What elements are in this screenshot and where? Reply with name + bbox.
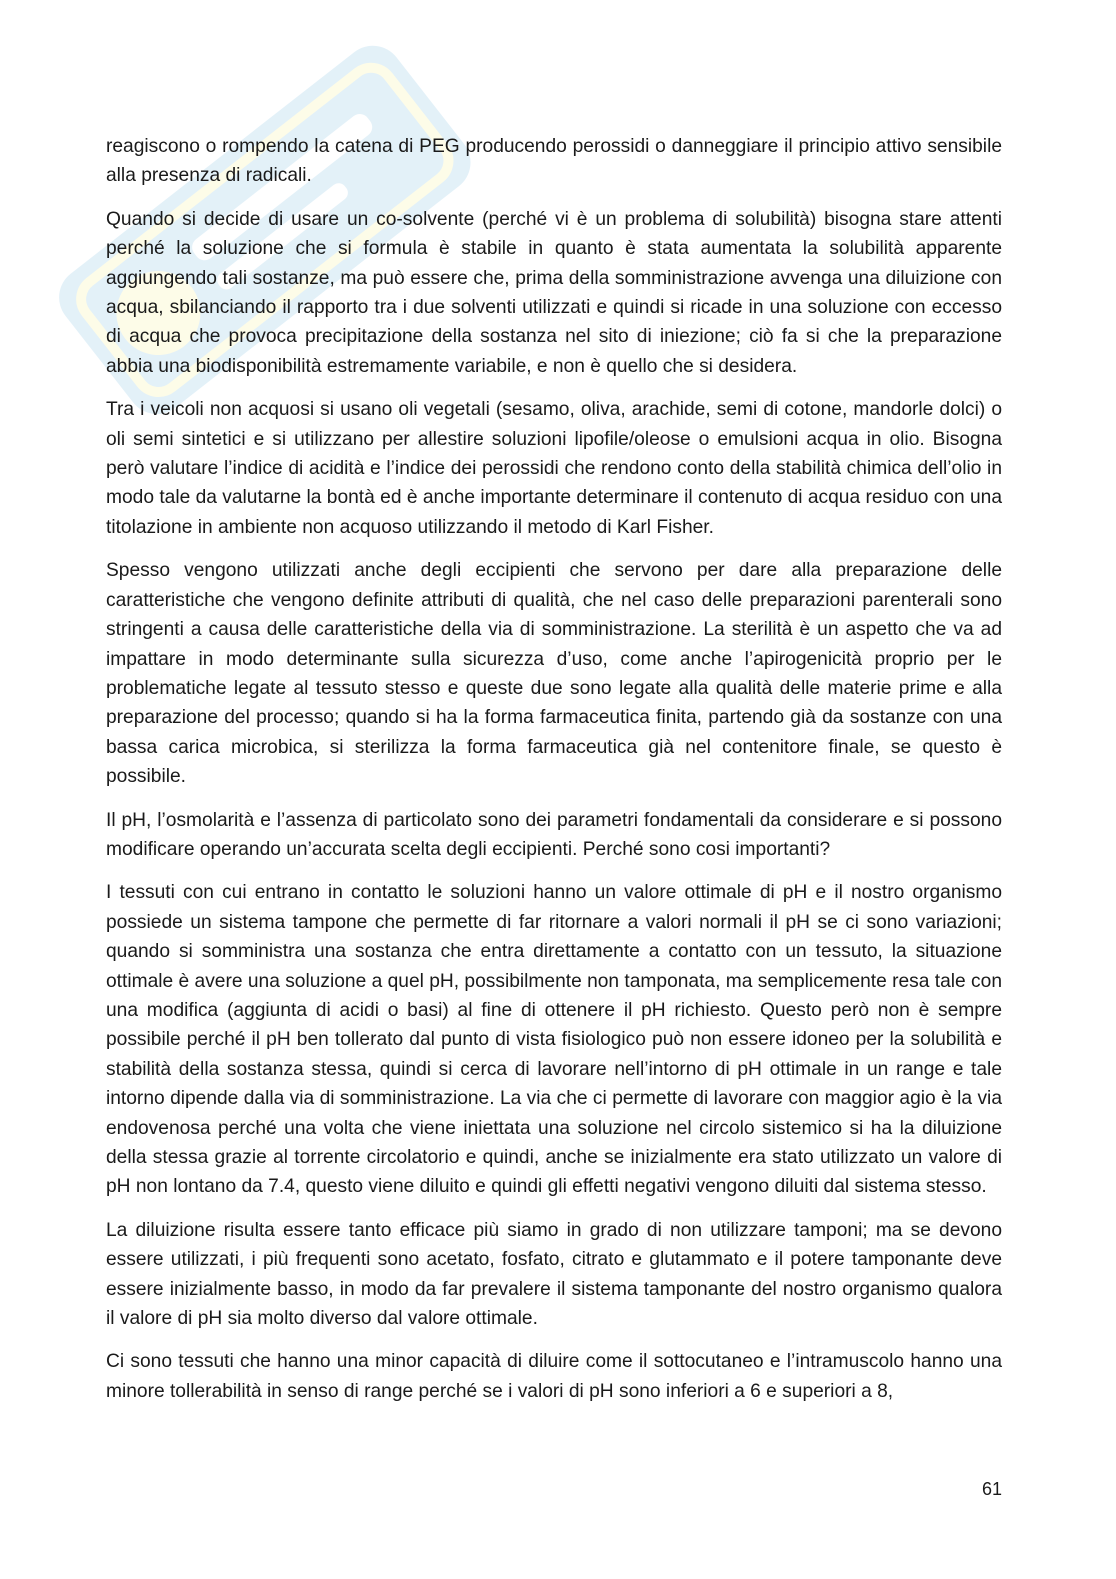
paragraph: Quando si decide di usare un co-solvente (perché vi è un problema di solubilità) bisogna stare attenti perché la soluzione che si formula è stabile in quanto è stata aumentata la solubilità apparente aggiungendo tali sostanze, ma può essere che, prima della somministrazione avvenga una diluizione con acqua, sbilanciando il rapporto tra i due solventi utilizzati e quindi si ricade in una soluzione con eccesso di acqua che provoca precipitazione della sostanza nel sito di iniezione; ciò fa si che la preparazione abbia una biodisponibilità estremamente variabile, e non è quello che si desidera.: [106, 208, 1002, 377]
paragraph: La diluizione risulta essere tanto efficace più siamo in grado di non utilizzare tamponi; ma se devono essere utilizzati, i più frequenti sono acetato, fosfato, citrato e glutammato e il potere tamponante deve essere inizialmente basso, in modo da far prevalere il sistema tamponante del nostro organismo qualora il valore di pH sia molto diverso dal valore ottimale.: [106, 1219, 1002, 1330]
paragraph: I tessuti con cui entrano in contatto le soluzioni hanno un valore ottimale di pH e il nostro organismo possiede un sistema tampone che permette di far ritornare a valori normali il pH se ci sono variazioni; quando si somministra una sostanza che entra direttamente a contatto con un tessuto, la situazione ottimale è avere una soluzione a quel pH, possibilmente non tamponata, ma semplicemente resa tale con una modifica (aggiunta di acidi o basi) al fine di ottenere il pH richiesto. Questo però non è sempre possibile perché il pH ben tollerato dal punto di vista fisiologico può non essere idoneo per la solubilità e stabilità della sostanza stessa, quindi si cerca di lavorare nell’intorno di pH ottimale in un range e tale intorno dipende dalla via di somministrazione. La via che ci permette di lavorare con maggior agio è la via endovenosa perché una volta che viene iniettata una soluzione nel circolo sistemico si ha la diluizione della stessa grazie al torrente circolatorio e quindi, anche se inizialmente era stato utilizzato un valore di pH non lontano da 7.4, questo viene diluito e quindi gli effetti negativi vengono diluiti dal sistema stesso.: [106, 882, 1002, 1198]
paragraph: reagiscono o rompendo la catena di PEG producendo perossidi o danneggiare il principio attivo sensibile alla presenza di radicali.: [106, 136, 1002, 187]
paragraph: Ci sono tessuti che hanno una minor capacità di diluire come il sottocutaneo e l’intramuscolo hanno una minore tollerabilità in senso di range perché se i valori di pH sono inferiori a 6 e superiori a 8,: [106, 1351, 1002, 1402]
paragraph: Spesso vengono utilizzati anche degli eccipienti che servono per dare alla preparazione delle caratteristiche che vengono definite attributi di qualità, che nel caso delle preparazioni parenterali sono stringenti a causa delle caratteristiche della via di somministrazione. La sterilità è un aspetto che va ad impattare in modo determinante sulla sicurezza d’uso, come anche l’apirogenicità proprio per le problematiche legate al tessuto stesso e queste due sono legate alla qualità delle materie prime e alla preparazione del processo; quando si ha la forma farmaceutica finita, partendo già da sostanze con una bassa carica microbica, si sterilizza la forma farmaceutica già nel contenitore finale, se questo è possibile.: [106, 560, 1002, 788]
page-number: 61: [981, 1479, 1002, 1499]
document-body: [106, 132, 1002, 1420]
paragraph: Tra i veicoli non acquosi si usano oli vegetali (sesamo, oliva, arachide, semi di cotone, mandorle dolci) o oli semi sintetici e si utilizzano per allestire soluzioni lipofile/oleose o emulsioni acqua in olio. Bisogna però valutare l’indice di acidità e l’indice dei perossidi che rendono conto della stabilità chimica dell’olio in modo tale da valutarne la bontà ed è anche importante determinare il contenuto di acqua residuo con una titolazione in ambiente non acquoso utilizzando il metodo di Karl Fisher.: [106, 399, 1003, 538]
paragraph: Il pH, l’osmolarità e l’assenza di particolato sono dei parametri fondamentali da considerare e si possono modificare operando un’accurata scelta degli eccipienti. Perché sono cosi importanti?: [106, 809, 1002, 860]
